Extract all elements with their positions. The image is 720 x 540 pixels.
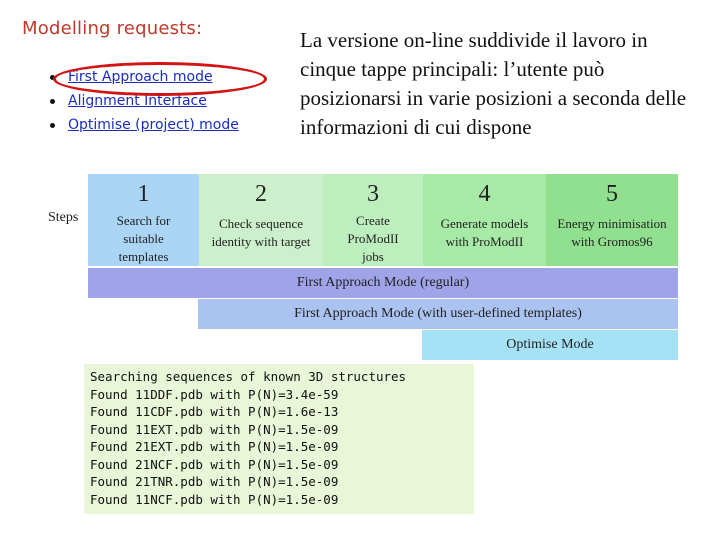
search-results-output [84,364,474,514]
description-paragraph: La versione on-line suddivide il lavoro in cinque tappe principali: l’utente può posizionarsi in varie posizioni a seconda delle informazioni di cui dispone [300,28,687,139]
step-5 [546,174,678,266]
step-3 [323,174,423,266]
step-number: 1 [137,181,150,207]
output-line: Found 11NCF.pdb with P(N)=1.5e-09 [90,491,339,507]
steps-row [88,174,678,266]
step-number: 4 [478,181,491,207]
step-description: Generate models with ProModII [440,216,529,249]
step-number: 2 [255,181,267,207]
bullet-icon [50,99,55,104]
output-line: Found 21TNR.pdb with P(N)=1.5e-09 [90,474,339,489]
first-approach-mode-link[interactable]: First Approach mode [68,69,213,85]
optimise-project-mode-link[interactable]: Optimise (project) mode [68,117,239,133]
first-approach-regular-bar: First Approach Mode (regular) [88,268,678,298]
page-heading: Modelling requests: [22,18,203,39]
step-1 [88,174,199,266]
alignment-interface-link[interactable]: Alignment Interface [68,93,207,109]
output-line: Searching sequences of known 3D structures [90,369,407,384]
step-description: Search for suitable templates [116,213,171,264]
step-number: 5 [606,181,618,207]
step-2 [199,174,323,266]
step-number: 3 [367,181,379,207]
output-line: Found 11CDF.pdb with P(N)=1.6e-13 [90,404,339,419]
output-line: Found 21NCF.pdb with P(N)=1.5e-09 [90,456,339,472]
step-description: Create ProModII jobs [347,213,399,264]
menu-item-optimise [36,114,239,138]
steps-label: Steps [48,210,79,225]
bullet-icon [50,123,55,128]
output-line: Found 11DDF.pdb with P(N)=3.4e-59 [90,386,339,402]
highlight-ring [53,62,267,96]
step-description: Energy minimisation with Gromos96 [557,216,667,249]
step-4 [423,174,546,266]
output-line: Found 21EXT.pdb with P(N)=1.5e-09 [90,439,339,454]
output-line: Found 11EXT.pdb with P(N)=1.5e-09 [90,421,339,437]
step-description: Check sequence identity with target [211,216,311,249]
first-approach-user-templates-bar: First Approach Mode (with user-defined templates) [198,299,678,329]
optimise-mode-bar: Optimise Mode [422,330,678,360]
